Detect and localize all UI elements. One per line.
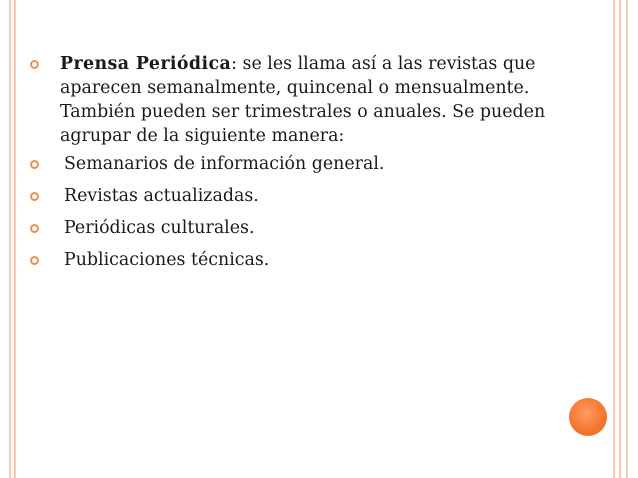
right-frame-line-outer xyxy=(626,0,628,478)
bullet-ring-icon xyxy=(30,160,39,169)
list-item-text: Revistas actualizadas. xyxy=(64,186,259,206)
bullet-ring-icon xyxy=(30,192,39,201)
intro-text: : se les llama así a las revistas que aparecen semanalmente, quincenal o mensualmente. También pueden ser trimestrales o anuales. Se pueden agrupar de la siguiente manera: xyxy=(60,54,546,146)
intro-lead: Prensa Periódica xyxy=(60,54,232,74)
list-item-intro xyxy=(30,52,602,148)
bullet-ring-icon xyxy=(30,60,39,69)
list-item xyxy=(30,152,602,184)
list-item xyxy=(30,184,602,216)
list-item-text: Semanarios de información general. xyxy=(64,154,385,174)
list-item-text: Periódicas culturales. xyxy=(64,218,255,238)
list-item xyxy=(30,248,602,280)
bullet-list xyxy=(30,52,602,280)
left-frame-line xyxy=(9,0,11,478)
bullet-ring-icon xyxy=(30,224,39,233)
right-frame-line xyxy=(613,0,615,478)
intro-paragraph xyxy=(60,52,602,148)
bullet-ring-icon xyxy=(30,256,39,265)
right-frame-line-mid xyxy=(619,0,621,478)
orange-circle-decoration xyxy=(569,398,607,436)
left-frame-line-inner xyxy=(14,0,16,478)
list-item xyxy=(30,216,602,248)
list-item-text: Publicaciones técnicas. xyxy=(64,250,270,270)
